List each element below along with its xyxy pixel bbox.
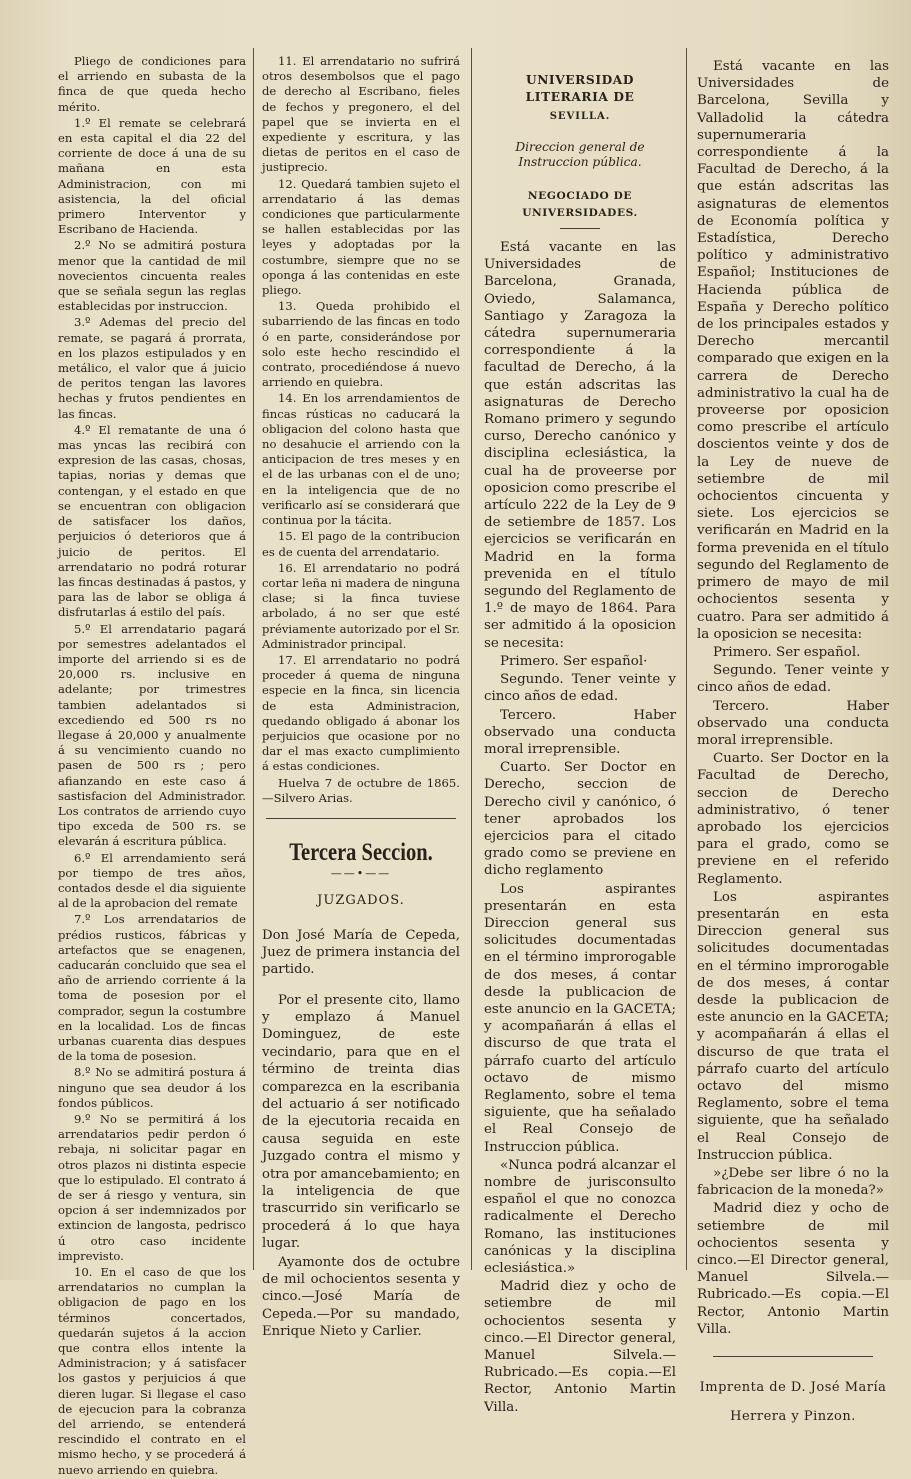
paragraph: Madrid diez y ocho de setiembre de mil ochocientos sesenta y cinco.—El Director general, Manuel Silvela.—Rubricado.—Es copia.—El Rector, Antonio Martin Villa. <box>697 1201 889 1337</box>
judge-heading: Don José María de Cepeda, Juez de primera instancia del partido. <box>262 927 460 977</box>
column-divider <box>686 48 687 1270</box>
paragraph: 1.º El remate se celebrará en esta capital el dia 22 del corriente de doce á una de su mañana en esta Administracion, con mi asistencia, la del oficial primero Interventor y Escribano de Hacienda. <box>58 115 246 237</box>
paragraph: 4.º El rematante de una ó mas yncas las recibirá con expresion de las casas, chosas, tapias, norias y demas que contengan, y el estado en que se encuentran con obligacion de satisfacer los daños, perjuicios ó deterioros que á juicio de peritos. El arrendatario no podrá roturar las fincas destinadas á pastos, y para las de labor se obliga á disfrutarlas á estilo del país. <box>58 422 246 620</box>
university-city: SEVILLA. <box>549 111 611 123</box>
column-conditions-1 <box>58 54 246 1479</box>
paragraph: 14. En los arrendamientos de fincas rústicas no caducará la obligacion del colono hasta que no desahucie el arriendo con la anticipacion de tres meses y en el de las urbanas con el de uno; en la inteligencia que de no verificarlo así se considerará que continua por la tácita. <box>262 391 460 528</box>
end-rule <box>713 1356 873 1357</box>
paragraph: Pliego de condiciones para el arriendo en subasta de la finca de que queda hecho mérito. <box>58 54 246 114</box>
ornament-rule <box>560 228 600 229</box>
column-conditions-2 <box>262 54 460 1342</box>
paragraph: Ayamonte dos de octubre de mil ochocientos sesenta y cinco.—José María de Cepeda.—Por su mandado, Enrique Nieto y Carlier. <box>262 1254 460 1340</box>
paragraph: 2.º No se admitirá postura menor que la cantidad de mil novecientos cincuenta reales que se señala segun las reglas establecidas por instruccion. <box>58 238 246 314</box>
signature: Huelva 7 de octubre de 1865. —Silvero Arias. <box>262 775 460 805</box>
paragraph: Está vacante en las Universidades de Barcelona, Granada, Oviedo, Salamanca, Santiago y Zaragoza la cátedra supernumeraria correspondiente á la facultad de Derecho, á la que están adscritas las asignaturas de Derecho Romano primero y segundo curso, Derecho canónico y disciplina eclesiástica, la cual ha de proveerse por oposicion como prescribe el artículo 222 de la Ley de 9 de setiembre de 1857. Los ejercicios se verificarán en Madrid en la forma prevenida en el título segundo del Reglamento de 1.º de mayo de 1864. Para ser admitido á la oposicion se necesita: <box>484 240 676 651</box>
paragraph: 7.º Los arrendatarios de prédios rusticos, fábricas y artefactos que se enagenen, caducarán concluido que sea el año de arriendo corriente á la toma de posesion por el comprador, segun la costumbre en la localidad. Los de fincas urbanas cuarenta dias despues de la toma de posesion. <box>58 912 246 1064</box>
paragraph: 6.º El arrendamiento será por tiempo de tres años, contados desde el dia siguiente al de la aprobacion del remate <box>58 850 246 911</box>
paragraph: 17. El arrendatario no podrá proceder á quema de ninguna especie en la finca, sin licencia de esta Administracion, quedando obligado á abonar los perjuicios que ocasione por no dar el mas exacto cumplimiento á estas condiciones. <box>262 652 460 774</box>
paragraph: 16. El arrendatario no podrá cortar leña ni madera de ninguna clase; si la finca tuviese arbolado, á no ser que esté préviamente autorizado por el Sr. Administrador principal. <box>262 560 460 651</box>
ornament: ——•—— <box>330 867 392 881</box>
paragraph: Madrid diez y ocho de setiembre de mil ochocientos sesenta y cinco.—El Director general, Manuel Silvela.—Rubricado.—Es copia.—El Rector, Antonio Martin Villa. <box>484 1279 676 1415</box>
paragraph: Los aspirantes presentarán en esta Direccion general sus solicitudes documentadas en el término improrogable de dos meses, á contar desde la publicacion de este anuncio en la GACETA; y acompañarán á ellas el discurso de que trata el párrafo cuarto del artículo octavo del mismo Reglamento, sobre el tema siguiente, que ha señalado el Real Consejo de Instruccion pública. <box>697 889 889 1163</box>
requirement: Cuarto. Ser Doctor en la Facultad de Derecho, seccion de Derecho administrativo, ó tener aprobado los ejercicios para el grado, como se previene en el referido Reglamento. <box>697 751 889 887</box>
column-divider <box>253 48 254 1270</box>
paragraph: 10. En el caso de que los arrendatarios no cumplan la obligacion de pago en los términos concertados, quedarán sujetos á la accion que contra ellos intente la Administracion; y á satisfacer los gastos y perjuicios á que dieren lugar. Si llegase el caso de ejecucion para la cobranza del arriendo, se entenderá rescindido el contrato en el mismo hecho, y se procederá á nuevo arriendo en quiebra. <box>58 1265 246 1477</box>
paragraph: 9.º No se permitirá á los arrendatarios pedir perdon ó rebaja, ni solicitar pagar en otros plazos ni distinta especie que lo estipulado. El contrato á de ser á riesgo y ventura, sin opcion á ser indemnizados por extincion de langosta, pedrisco ú otro caso incidente imprevisto. <box>58 1112 246 1263</box>
paragraph: Por el presente cito, llamo y emplazo á Manuel Dominguez, de este vecindario, para que en el término de treinta dias comparezca en la escribania del actuario á ser notificado de la ejecutoria recaida en causa seguida en este Juzgado contra el mismo y otra por amancebamiento; en la inteligencia de que trascurrido sin verificarlo se procederá á lo que haya lugar. <box>262 992 460 1252</box>
paragraph: 11. El arrendatario no sufrirá otros desembolsos que el pago de derecho al Escribano, fieles de fechos y pregonero, el del papel que se invierta en el expediente y escritura, y las dietas de peritos en el caso de justiprecio. <box>262 54 460 175</box>
paragraph: 15. El pago de la contribucion es de cuenta del arrendatario. <box>262 529 460 559</box>
section-rule <box>266 818 456 819</box>
university-heading: UNIVERSIDAD LITERARIA DE <box>525 73 635 105</box>
paragraph: 12. Quedará tambien sujeto el arrendatario á las demas condiciones que particularmente se hallen establecidas por las leyes y adoptadas por la costumbre, siempre que no se oponga á las contenidas en este pliego. <box>262 176 460 298</box>
requirement: Cuarto. Ser Doctor en Derecho, seccion de Derecho civil y canónico, ó tener aprobados los ejercicios para el citado grado como se previene en dicho reglamento <box>484 760 676 879</box>
paragraph: 3.º Ademas del precio del remate, se pagará á prorrata, en los plazos estipulados y en metálico, el valor que á juicio de peritos tengan las lavores hechas y frutos pendientes en las fincas. <box>58 315 246 421</box>
column-divider <box>471 48 472 1270</box>
paragraph: Está vacante en las Universidades de Barcelona, Sevilla y Valladolid la cátedra supernumeraria correspondiente á la Facultad de Derecho, á la que están adscritas las asignaturas de elementos de Economía política y Estadística, Derecho político y administrativo Español; Instituciones de Hacienda pública de España y Derecho político de los principales estados y Derecho mercantil comparado que exigen en la carrera de Derecho administrativo la cual ha de proveerse por oposicion como prescribe el artículo doscientos veinte y dos de la Ley de nueve de setiembre de mil ochocientos cincuenta y siete. Los ejercicios se verificarán en Madrid en la forma prevenida en el título segundo del Reglamento de primero de mayo de mil ochocientos sesenta y cuatro. Para ser admitido á la oposicion se necesita: <box>697 59 889 642</box>
quote: «Nunca podrá alcanzar el nombre de jurisconsulto español el que no conozca radicalmente el Derecho Romano, las instituciones canónicas y la disciplina eclesiástica.» <box>484 1157 676 1276</box>
paragraph: 5.º El arrendatario pagará por semestres adelantados el importe del arriendo si es de 20,000 rs. inclusive en adelante; por trimestres tambien adelantados si excediendo ed 500 rs no llegase á 20,000 y anualmente á su vencimiento cuando no pasen de 500 rs ; pero afianzando en este caso á sastisfacion del Administrador. Los contratos de arriendo cuyo tipo exceda de 500 rs. se elevarán á escritura pública. <box>58 621 246 849</box>
requirement: Tercero. Haber observado una conducta moral irreprensible. <box>484 707 676 757</box>
section-title: Tercera Seccion. <box>289 838 433 866</box>
paragraph: 13. Queda prohibido el subarriendo de las fincas en todo ó en parte, considerándose por solo este hecho rescindido el contrato, procediéndose á nuevo arriendo en quiebra. <box>262 299 460 390</box>
department-heading: NEGOCIADO DE UNIVERSIDADES. <box>522 189 638 219</box>
requirement: Segundo. Tener veinte y cinco años de edad. <box>484 672 676 705</box>
quote: »¿Debe ser libre ó no la fabricacion de la moneda?» <box>697 1166 889 1199</box>
requirement: Tercero. Haber observado una conducta moral irreprensible. <box>697 698 889 748</box>
requirement: Primero. Ser español· <box>500 653 648 669</box>
paragraph: 8.º No se admitirá postura á ninguno que sea deudor á los fondos públicos. <box>58 1065 246 1110</box>
paragraph: Los aspirantes presentarán en esta Direccion general sus solicitudes documentadas en el término improrogable de dos meses, á contar desde la publicacion de este anuncio en la GACETA; y acompañarán á ellas el discurso de que trata el párrafo cuarto del artículo octavo de mismo Reglamento, sobre el tema siguiente, que ha señalado el Real Consejo de Instruccion pública. <box>484 881 676 1155</box>
section-subheading: JUZGADOS. <box>317 893 405 909</box>
requirement: Primero. Ser español. <box>713 644 861 660</box>
imprint-line: Herrera y Pinzon. <box>730 1409 856 1425</box>
column-university-2 <box>697 58 889 1425</box>
requirement: Segundo. Tener veinte y cinco años de edad. <box>697 663 889 696</box>
direction-heading: Direccion general de Instruccion pública. <box>515 139 645 169</box>
column-university-1 <box>484 54 676 1417</box>
imprint-line: Imprenta de D. José María <box>699 1380 887 1396</box>
